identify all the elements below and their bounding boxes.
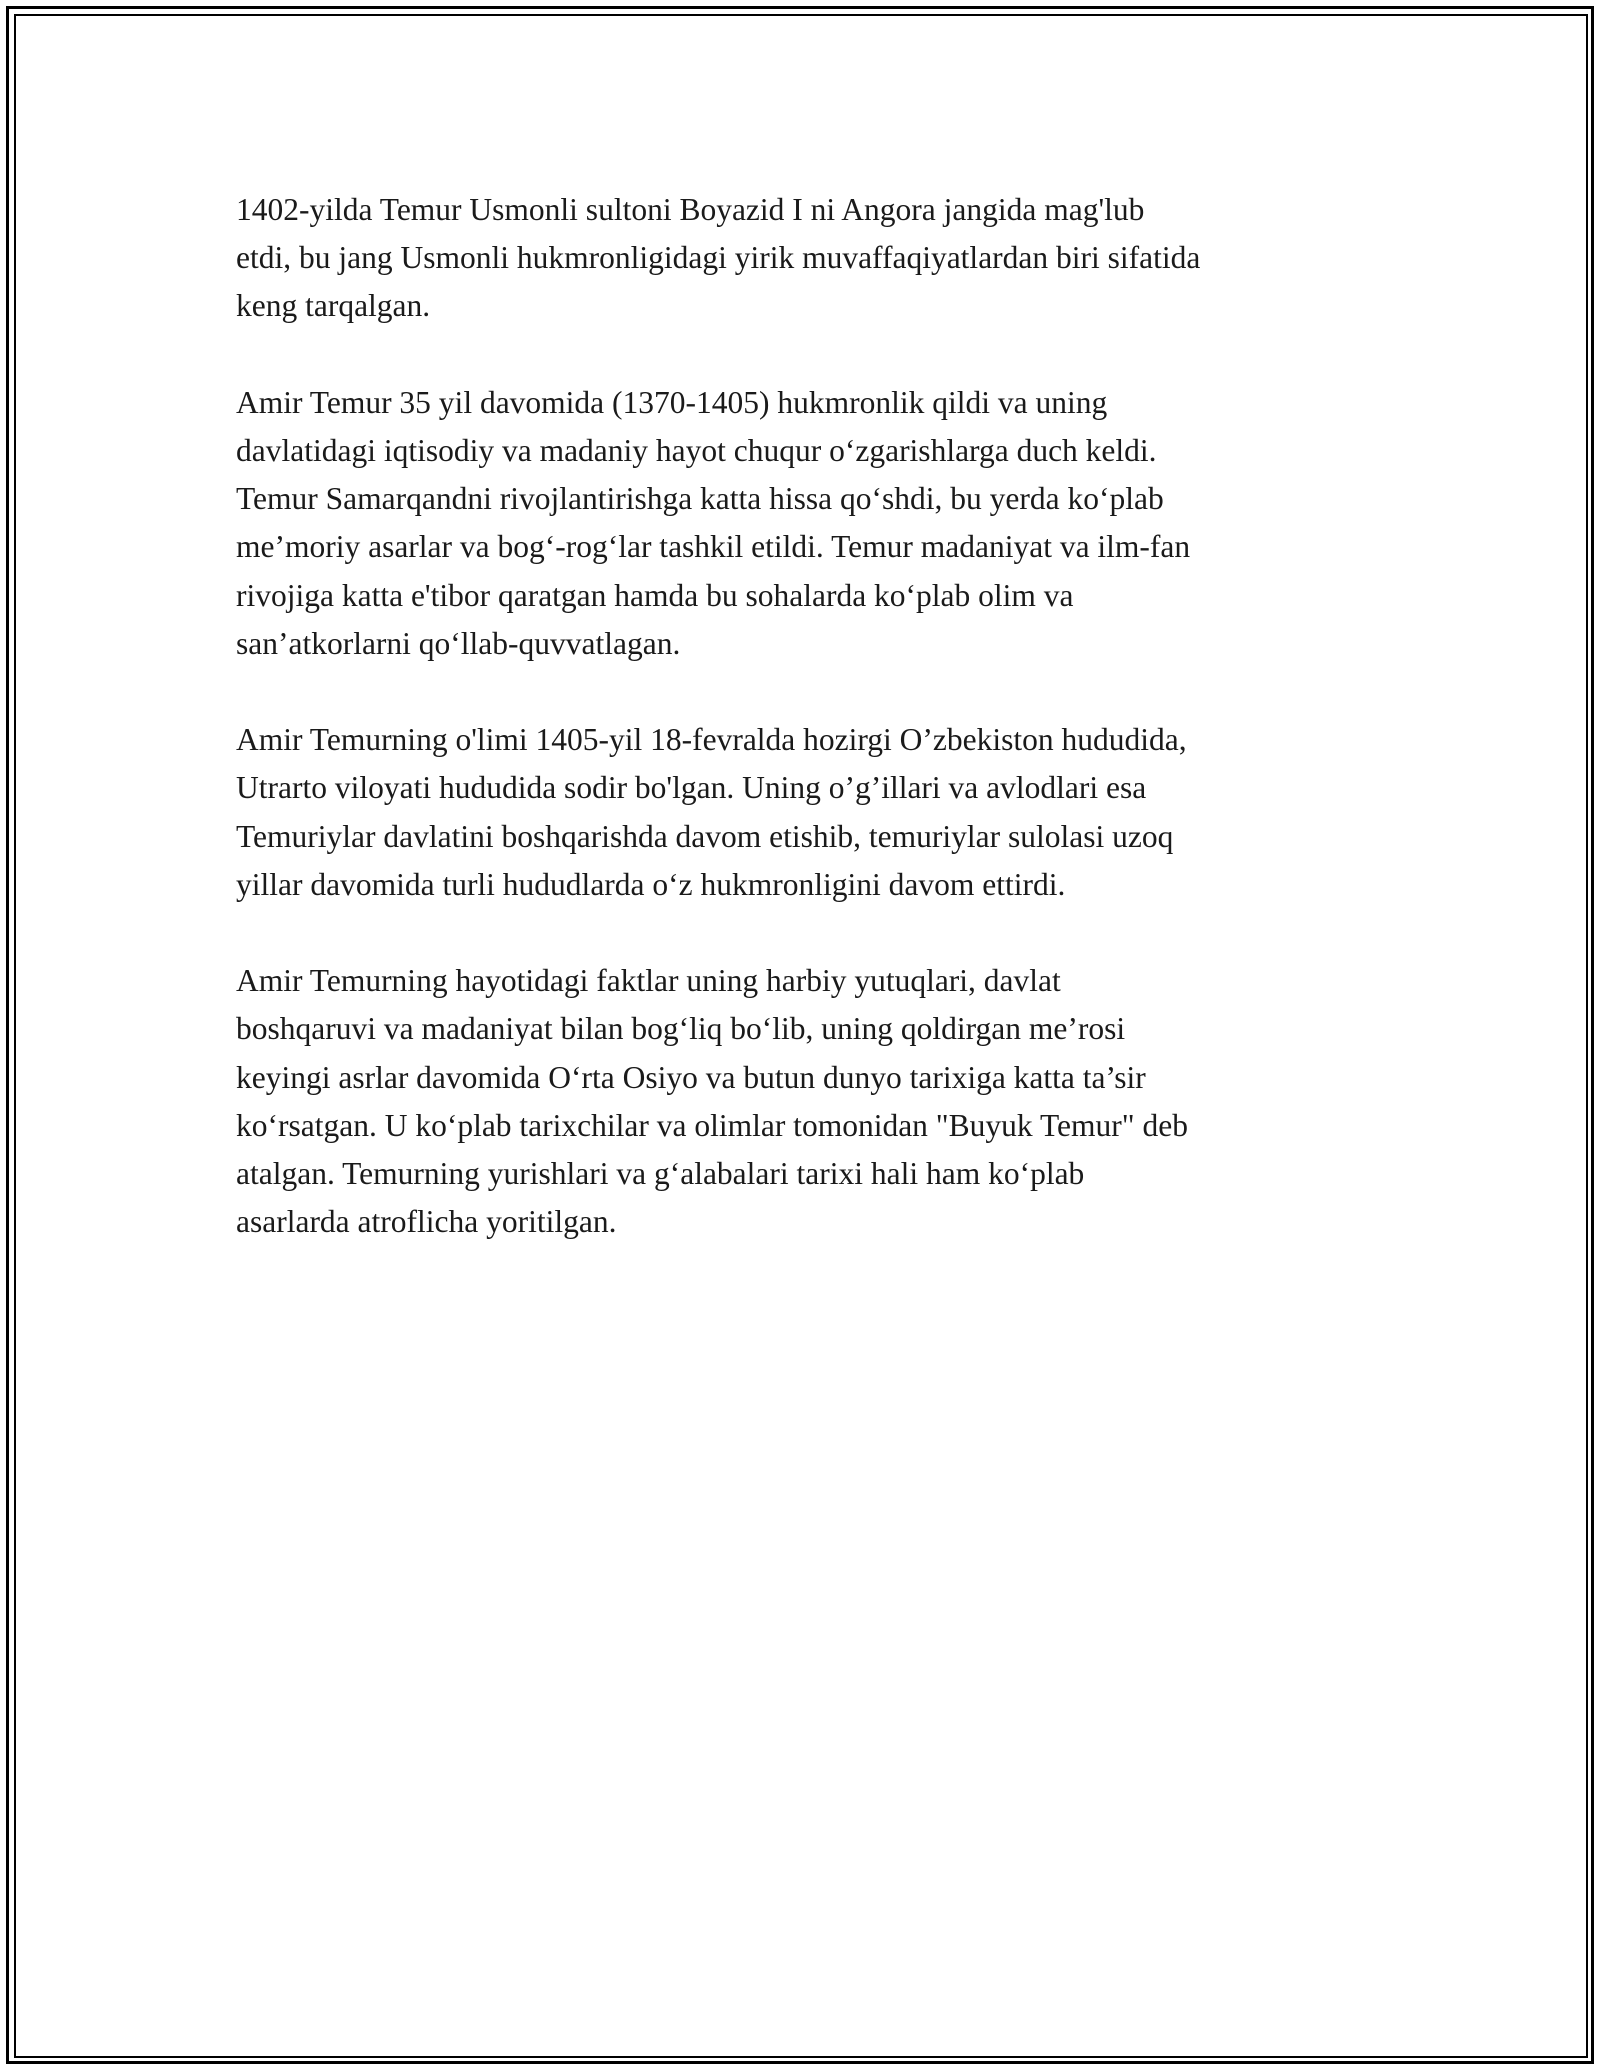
paragraph-angora [236,186,1376,331]
text-line: davlatidagi iqtisodiy va madaniy hayot chuqur o‘zgarishlarga duch keldi. [236,433,1157,468]
text-line: 1402-yilda Temur Usmonli sultoni Boyazid I ni Angora jangida mag'lub [236,192,1145,227]
text-line: etdi, bu jang Usmonli hukmronligidagi yirik muvaffaqiyatlardan biri sifatida [236,240,1201,276]
text-line: Amir Temur 35 yil davomida (1370-1405) hukmronlik qildi va uning [236,384,1108,420]
text-line: Utrarto viloyati hududida sodir bo'lgan. Uning o’g’illari va avlodlari esa [236,770,1147,806]
paragraph-death [236,716,1376,909]
paragraph-reign [236,379,1376,668]
text-line: Amir Temurning hayotidagi faktlar uning harbiy yutuqlari, davlat [236,963,1061,999]
text-line: rivojiga katta e'tibor qaratgan hamda bu sohalarda ko‘plab olim va [236,577,1074,613]
text-line: Temur Samarqandni rivojlantirishga katta hissa qo‘shdi, bu yerda ko‘plab [236,481,1164,517]
text-line: ko‘rsatgan. U ko‘plab tarixchilar va olimlar tomonidan "Buyuk Temur" deb [236,1107,1188,1143]
text-line: yillar davomida turli hududlarda o‘z hukmronligini davom ettirdi. [236,866,1066,902]
paragraph-legacy [236,957,1376,1246]
text-line: Amir Temurning o'limi 1405-yil 18-fevralda hozirgi O’zbekiston hududida, [236,722,1187,758]
text-line: keyingi asrlar davomida O‘rta Osiyo va butun dunyo tarixiga katta ta’sir [236,1059,1146,1095]
text-line: keng tarqalgan. [236,288,431,324]
document-body [236,186,1376,1295]
text-line: asarlarda atroflicha yoritilgan. [236,1204,617,1240]
text-line: atalgan. Temurning yurishlari va g‘alabalari tarixi hali ham ko‘plab [236,1156,1085,1192]
text-line: Temuriylar davlatini boshqarishda davom etishib, temuriylar sulolasi uzoq [236,818,1174,854]
text-line: me’moriy asarlar va bog‘-rog‘lar tashkil etildi. Temur madaniyat va ilm-fan [236,529,1191,565]
text-line: san’atkorlarni qo‘llab-quvvatlagan. [236,625,681,661]
text-line: boshqaruvi va madaniyat bilan bog‘liq bo‘lib, uning qoldirgan me’rosi [236,1011,1126,1047]
